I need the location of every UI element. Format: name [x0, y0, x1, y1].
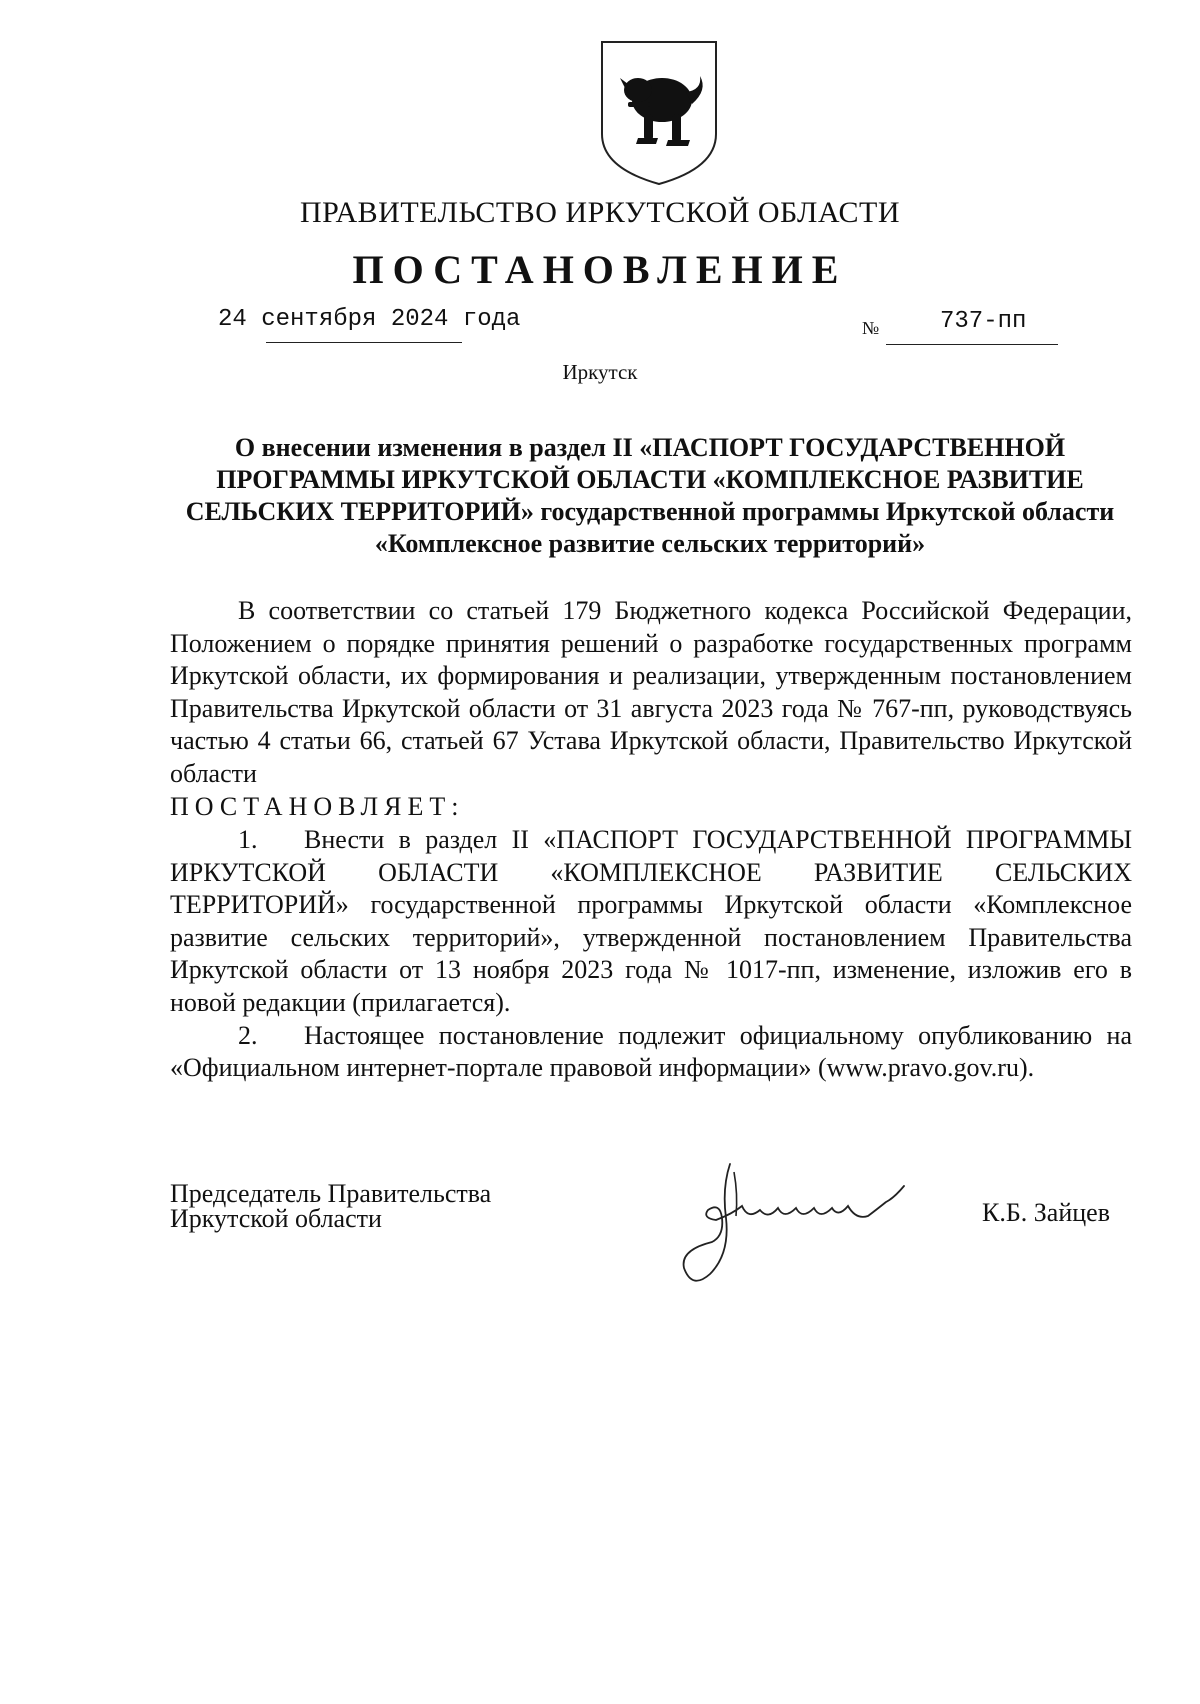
document-number: 737-пп: [940, 308, 1027, 335]
number-underline: [886, 344, 1058, 345]
coat-of-arms-icon: [598, 38, 720, 188]
signature-icon: [672, 1158, 932, 1288]
item-number: 2.: [238, 1020, 258, 1050]
position-line: Иркутской области: [170, 1204, 382, 1233]
list-item: [170, 824, 1132, 1020]
resolves-label: ПОСТАНОВЛЯЕТ:: [170, 791, 465, 821]
item-text: Внести в раздел II «ПАСПОРТ ГОСУДАРСТВЕННОЙ ПРОГРАММЫ ИРКУТСКОЙ ОБЛАСТИ «КОМПЛЕКСНОЕ РАЗВИТИЕ СЕЛЬСКИХ ТЕРРИТОРИЙ» государственной программы Иркутской области «Комплексное развитие сельских территорий», утвержденной постановлением Правительства Иркутской области от 13 ноября 2023 года № 1017-пп, изменение, изложив его в новой редакции (прилагается).: [170, 825, 1132, 1017]
government-name: ПРАВИТЕЛЬСТВО ИРКУТСКОЙ ОБЛАСТИ: [299, 196, 901, 229]
date-underline: [266, 342, 462, 343]
item-text: Настоящее постановление подлежит официальному опубликованию на «Официальном интернет-портале правовой информации» (www.pravo.gov.ru).: [170, 1020, 1132, 1083]
city: Иркутск: [562, 360, 638, 384]
document-type: ПОСТАНОВЛЕНИЕ: [352, 247, 848, 292]
document-title: О внесении изменения в раздел II «ПАСПОРТ ГОСУДАРСТВЕННОЙ ПРОГРАММЫ ИРКУТСКОЙ ОБЛАСТИ «КОМПЛЕКСНОЕ РАЗВИТИЕ СЕЛЬСКИХ ТЕРРИТОРИЙ» государственной программы Иркутской области «Комплексное развитие сельских территорий»: [185, 433, 1115, 558]
items-block: [170, 824, 1132, 1085]
document-date: 24 сентября 2024 года: [218, 306, 521, 333]
signatory-position: [170, 1181, 491, 1231]
preamble-block: [170, 595, 1132, 823]
position-line: Председатель Правительства: [170, 1179, 492, 1208]
item-number: 1.: [238, 825, 258, 854]
signatory-name: К.Б. Зайцев: [982, 1198, 1110, 1227]
preamble-text: В соответствии со статьей 179 Бюджетного кодекса Российской Федерации, Положением о порядке принятия решений о разработке государственных программ Иркутской области, их формирования и реализации, утвержденным постановлением Правительства Иркутской области от 31 августа 2023 года № 767-пп, руководствуясь частью 4 статьи 66, статьей 67 Устава Иркутской области, Правительство Иркутской области: [170, 596, 1132, 788]
number-sign: №: [862, 318, 880, 338]
list-item: [170, 1020, 1132, 1085]
